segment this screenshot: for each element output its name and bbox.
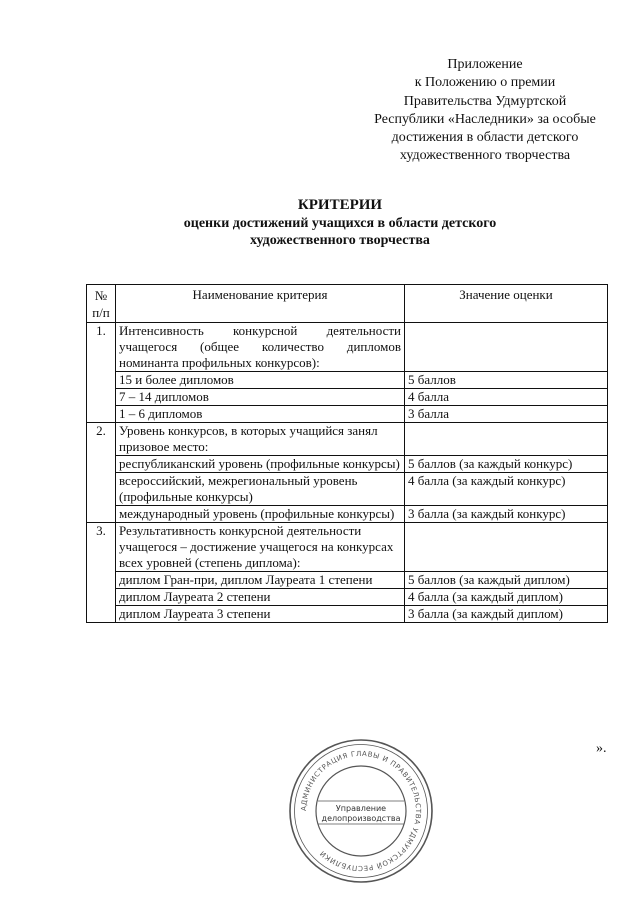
empty-cell xyxy=(405,523,608,572)
appendix-line: достижения в области детского xyxy=(391,130,579,146)
criterion-cell: всероссийский, межрегиональный уровень (профильные конкурсы) xyxy=(116,473,405,506)
appendix-line: художественного творчества xyxy=(399,148,571,164)
closing-quote-mark: ». xyxy=(596,741,607,756)
title-sub-line: художественного творчества xyxy=(250,233,430,248)
criterion-cell: диплом Лауреата 3 степени xyxy=(116,606,405,623)
criterion-cell: международный уровень (профильные конкурсы) xyxy=(116,506,405,523)
section-heading: Интенсивность конкурсной деятельности учащегося (общее количество дипломов номинанта профильных конкурсов): xyxy=(116,323,405,372)
section-heading-row xyxy=(87,523,608,572)
value-cell: 5 баллов (за каждый диплом) xyxy=(405,572,608,589)
header-num: № п/п xyxy=(87,285,116,323)
stamp-center-line: Управление xyxy=(335,804,387,813)
criterion-cell: диплом Гран-при, диплом Лауреата 1 степени xyxy=(116,572,405,589)
value-cell: 3 балла (за каждый конкурс) xyxy=(405,506,608,523)
table-row xyxy=(87,572,608,589)
title-sub-line: оценки достижений учащихся в области детского xyxy=(183,216,497,231)
header-value: Значение оценки xyxy=(405,285,608,323)
table-row xyxy=(87,372,608,389)
section-heading-row xyxy=(87,323,608,372)
criterion-cell: 1 – 6 дипломов xyxy=(116,406,405,423)
table-row xyxy=(87,506,608,523)
table-row xyxy=(87,456,608,473)
criterion-cell: республиканский уровень (профильные конкурсы) xyxy=(116,456,405,473)
empty-cell xyxy=(405,323,608,372)
stamp-ring-text: АДМИНИСТРАЦИЯ ГЛАВЫ И ПРАВИТЕЛЬСТВА УДМУРТСКОЙ РЕСПУБЛИКИ xyxy=(299,749,423,873)
section-heading-row xyxy=(87,423,608,456)
section-num: 2. xyxy=(87,423,116,523)
value-cell: 3 балла (за каждый диплом) xyxy=(405,606,608,623)
value-cell: 5 баллов (за каждый конкурс) xyxy=(405,456,608,473)
table-header-row xyxy=(87,285,608,323)
criterion-cell: диплом Лауреата 2 степени xyxy=(116,589,405,606)
section-heading: Уровень конкурсов, в которых учащийся занял призовое место: xyxy=(116,423,405,456)
table-row xyxy=(87,406,608,423)
value-cell: 3 балла xyxy=(405,406,608,423)
criterion-cell: 7 – 14 дипломов xyxy=(116,389,405,406)
section-heading: Результативность конкурсной деятельности учащегося – достижение учащегося на конкурсах всех уровней (степень диплома): xyxy=(116,523,405,572)
table-row xyxy=(87,473,608,506)
table-row xyxy=(87,606,608,623)
criterion-cell: 15 и более дипломов xyxy=(116,372,405,389)
appendix-line: Приложение xyxy=(447,57,523,72)
table-row xyxy=(87,389,608,406)
appendix-line: Правительства Удмуртской xyxy=(403,93,567,109)
appendix-line: Республики «Наследники» за особые xyxy=(374,111,596,127)
appendix-line: к Положению о премии xyxy=(414,75,556,91)
table-row xyxy=(87,589,608,606)
title-main: КРИТЕРИИ xyxy=(297,197,383,213)
section-num: 1. xyxy=(87,323,116,423)
document-title xyxy=(80,197,600,249)
stamp-center-line: делопроизводства xyxy=(321,814,401,823)
criteria-table xyxy=(86,284,608,623)
value-cell: 4 балла (за каждый конкурс) xyxy=(405,473,608,506)
empty-cell xyxy=(405,423,608,456)
value-cell: 5 баллов xyxy=(405,372,608,389)
appendix-block xyxy=(360,56,610,166)
value-cell: 4 балла xyxy=(405,389,608,406)
header-name: Наименование критерия xyxy=(116,285,405,323)
section-num: 3. xyxy=(87,523,116,623)
value-cell: 4 балла (за каждый диплом) xyxy=(405,589,608,606)
official-stamp-icon xyxy=(288,738,434,884)
